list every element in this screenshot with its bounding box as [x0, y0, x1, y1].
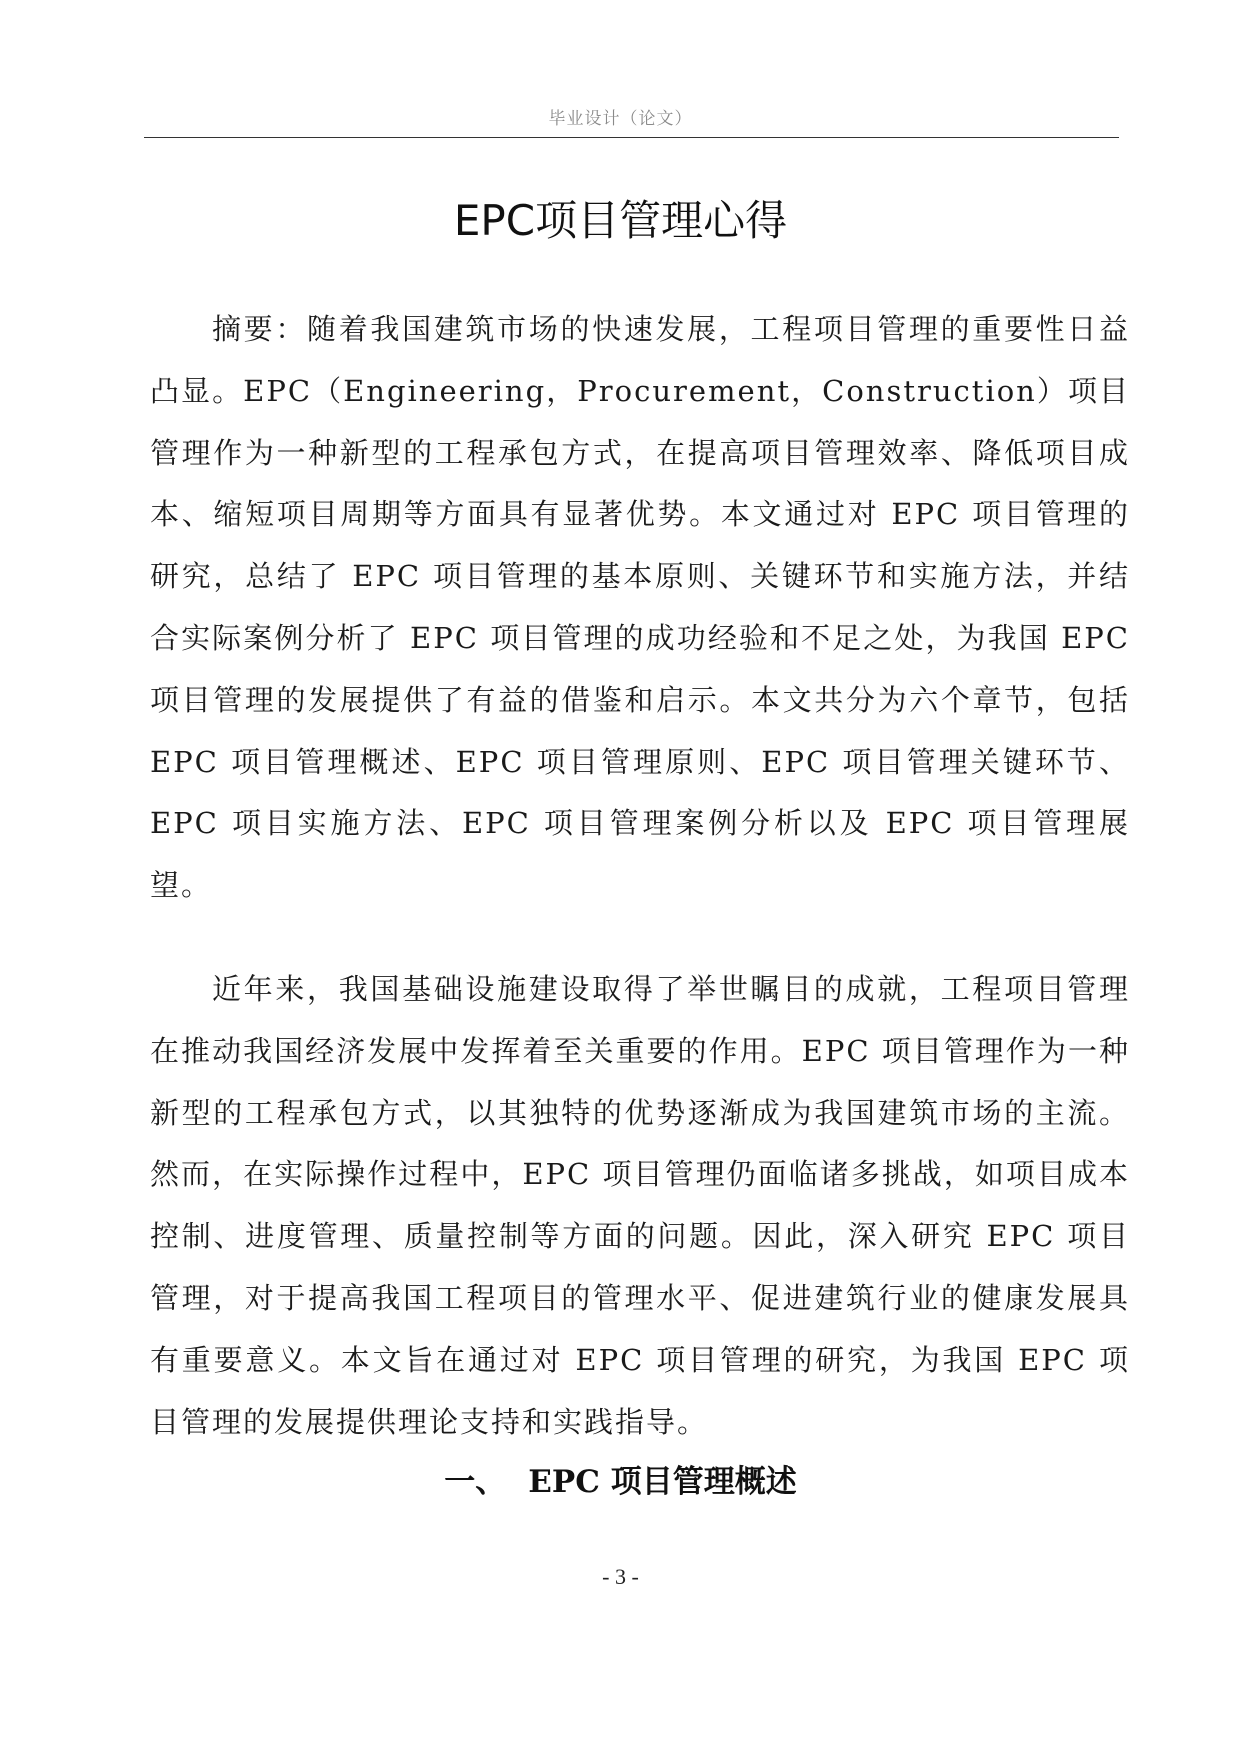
abstract-paragraph: 摘要：随着我国建筑市场的快速发展，工程项目管理的重要性日益凸显。EPC（Engineering，Procurement，Construction）项目管理作为一种新型的工程承包方式，在提高项目管理效率、降低项目成本、缩短项目周期等方面具有显著优势。本文通过对 EPC 项目管理的研究，总结了 EPC 项目管理的基本原则、关键环节和实施方法，并结合实际案例分析了 EPC 项目管理的成功经验和不足之处，为我国 EPC 项目管理的发展提供了有益的借鉴和启示。本文共分为六个章节，包括EPC 项目管理概述、EPC 项目管理原则、EPC 项目管理关键环节、EPC 项目实施方法、EPC 项目管理案例分析以及 EPC 项目管理展望。 — [150, 312, 1130, 903]
section-heading-text: EPC 项目管理概述 — [528, 1464, 797, 1500]
section-heading — [0, 1456, 1241, 1501]
running-header: 毕业设计（论文） — [548, 109, 693, 129]
page-number: - 3 - — [602, 1564, 639, 1589]
intro-paragraph: 近年来，我国基础设施建设取得了举世瞩目的成就，工程项目管理在推动我国经济发展中发挥着至关重要的作用。EPC 项目管理作为一种新型的工程承包方式，以其独特的优势逐渐成为我国建筑市场的主流。然而，在实际操作过程中，EPC 项目管理仍面临诸多挑战，如项目成本控制、进度管理、质量控制等方面的问题。因此，深入研究 EPC 项目管理，对于提高我国工程项目的管理水平、促进建筑行业的健康发展具有重要意义。本文旨在通过对 EPC 项目管理的研究，为我国 EPC 项目管理的发展提供理论支持和实践指导。 — [150, 972, 1130, 1439]
section-number: 一、 — [444, 1464, 507, 1500]
page-title: EPC项目管理心得 — [453, 196, 788, 245]
header-divider — [144, 137, 1119, 138]
